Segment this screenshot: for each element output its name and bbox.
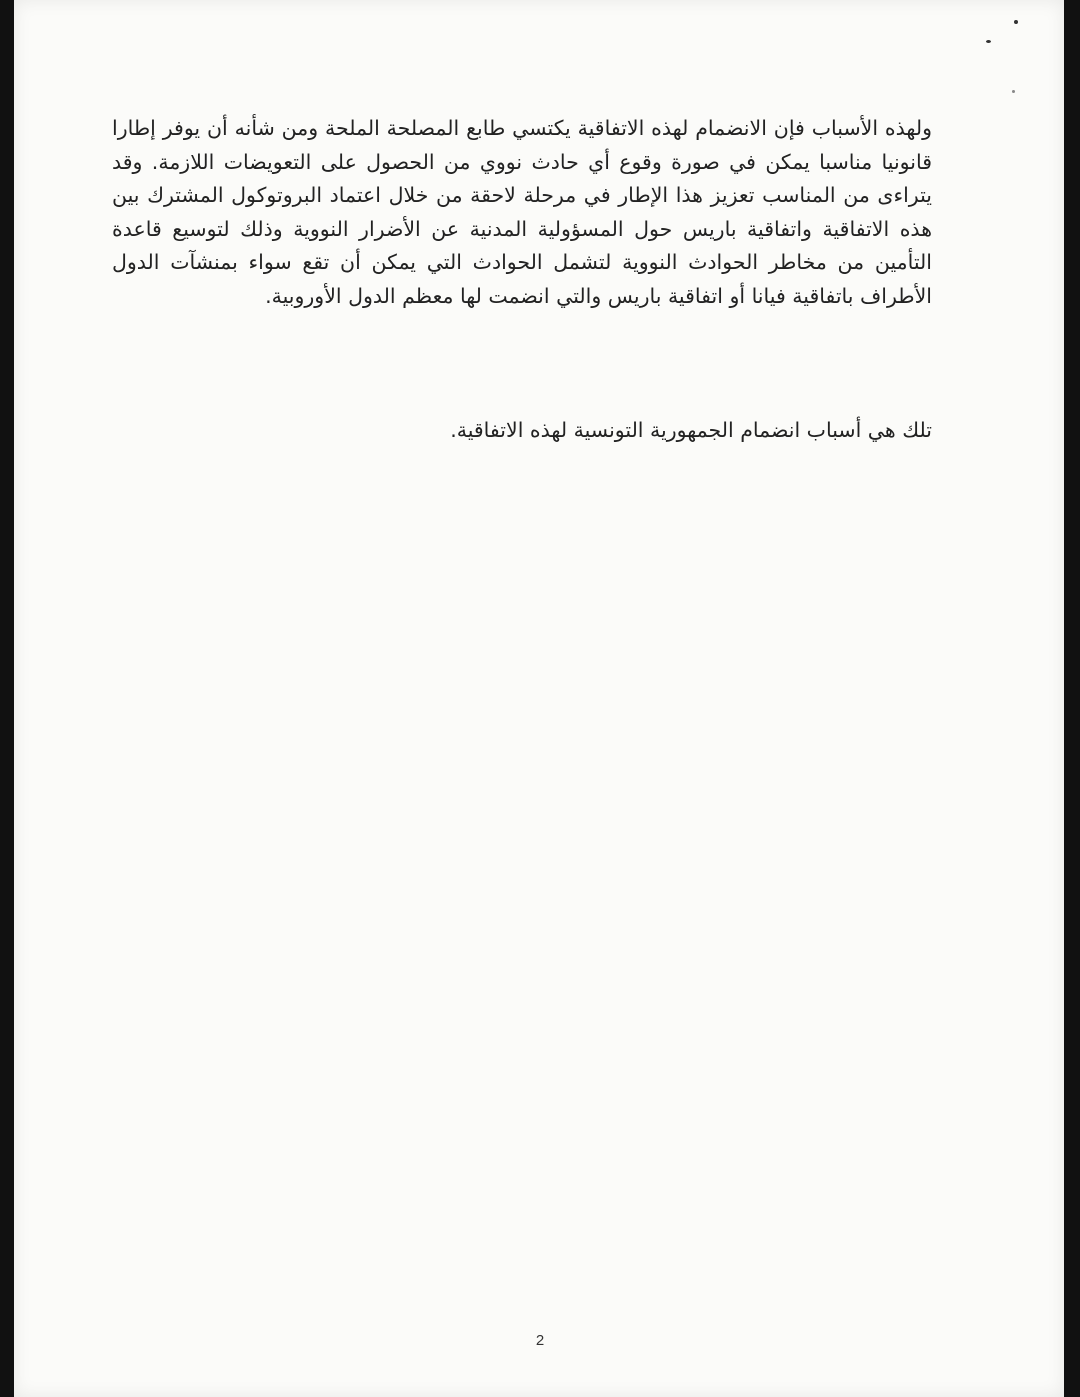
- page-number: 2: [535, 1332, 545, 1349]
- scan-speck: [1014, 20, 1018, 24]
- scan-speck: [986, 40, 991, 43]
- scan-speck: [1012, 90, 1015, 93]
- document-body: [112, 112, 932, 313]
- paragraph-conclusion: تلك هي أسباب انضمام الجمهورية التونسية لهذه الاتفاقية.: [450, 418, 932, 442]
- paragraph-reasons: ولهذه الأسباب فإن الانضمام لهذه الاتفاقية يكتسي طابع المصلحة الملحة ومن شأنه أن يوفر إطارا قانونيا مناسبا يمكن في صورة وقوع أي حادث نووي من الحصول على التعويضات اللازمة. وقد يتراءى من المناسب تعزيز هذا الإطار في مرحلة لاحقة من خلال اعتماد البروتوكول المشترك بين هذه الاتفاقية واتفاقية باريس حول المسؤولية المدنية عن الأضرار النووية وذلك لتوسيع قاعدة التأمين من مخاطر الحوادث النووية لتشمل الحوادث التي يمكن أن تقع سواء بمنشآت الدول الأطراف باتفاقية فيانا أو اتفاقية باريس والتي انضمت لها معظم الدول الأوروبية.: [112, 116, 932, 308]
